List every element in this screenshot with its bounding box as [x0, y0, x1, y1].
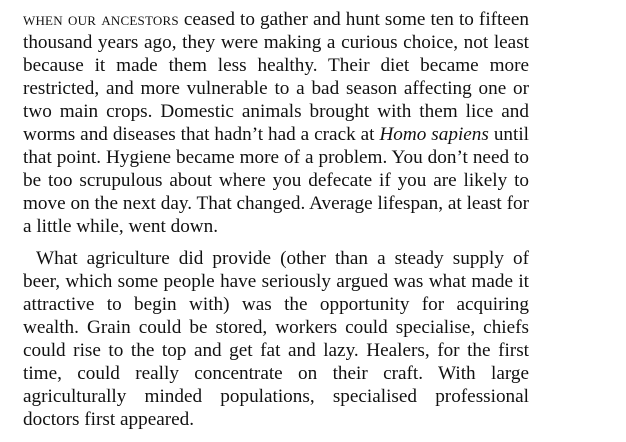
italic-term: Homo sapiens [379, 124, 489, 145]
paragraph-2: What agriculture did provide (other than a steady supply of beer, which some people have seriously argued was what made it attractive to begin with) was the opportunity for acquiring wealth. Grain could be stored, workers could specialise, chiefs could rise to the top and get fat and lazy. Healers, for the first time, could really concentrate on their craft. With large agriculturally minded populations, specialised professional doctors first appeared. [23, 248, 529, 430]
paragraph-1 [23, 8, 529, 238]
page-body [23, 8, 529, 431]
paragraph-1-text-end: until that point. Hygiene became more of a problem. You don’t need to be too scrupulous about where you defecate if you are likely to move on the next day. That changed. Average lifespan, at least for a little while, went down. [23, 124, 529, 237]
paragraph-1-text: ceased to gather and hunt some ten to fifteen thousand years ago, they were making a curious choice, not least because it made them less healthy. Their diet became more restricted, and more vulnerable to a bad season affecting one or two main crops. Domestic animals brought with them lice and worms and diseases that hadn’t had a crack at [23, 9, 529, 145]
paragraph-lead-in: when our ancestors [23, 9, 179, 30]
